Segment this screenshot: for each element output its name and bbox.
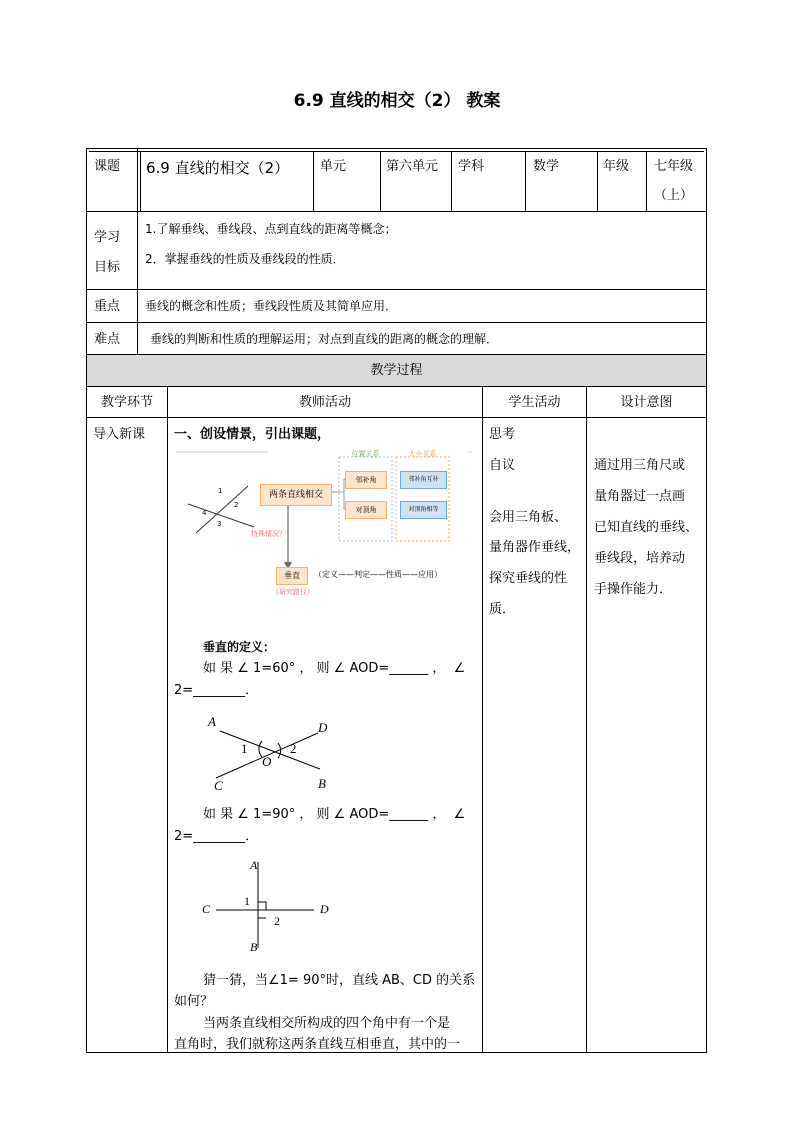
intent-line-2: 量角器过一点画 bbox=[594, 489, 686, 504]
student-line-3: 会用三角板、 bbox=[489, 510, 568, 525]
route-text: （定义——判定——性质——应用） bbox=[314, 570, 442, 579]
perp-box: 垂直 bbox=[276, 567, 308, 585]
difficulty-text: 垂线的判断和性质的理解运用；对点到直线的距离的概念的理解． bbox=[150, 332, 499, 346]
col-stage-header: 教学环节 bbox=[100, 395, 153, 410]
perp-point-b-label: B bbox=[250, 940, 258, 954]
goals-label-2: 目标 bbox=[94, 260, 121, 275]
intent-line-1: 通过用三角尺或 bbox=[594, 458, 686, 473]
perpendicular-lines-figure bbox=[196, 856, 346, 956]
concept-map-figure bbox=[176, 449, 474, 607]
guess-line-1: 猜一猜，当∠1= 90°时，直线 AB、CD 的关系 bbox=[203, 973, 476, 988]
point-o-label: O bbox=[262, 754, 272, 769]
pos-box-2: 对顶角 bbox=[345, 501, 387, 519]
intent-line-4: 垂线段，培养动 bbox=[594, 551, 686, 566]
question-2-line-2: 2=________． bbox=[174, 829, 259, 844]
question-2-line-1: 如 果 ∠ 1=90° ， 则 ∠ AOD=______ ， ∠ bbox=[203, 807, 466, 822]
student-line-2: 自议 bbox=[489, 458, 516, 473]
nianji-value-2: （上） bbox=[654, 188, 694, 203]
danyuan-value: 第六单元 bbox=[386, 159, 439, 174]
position-header: 位置关系 bbox=[351, 450, 380, 458]
angle-label-3: 3 bbox=[217, 520, 222, 528]
angle-1-label: 1 bbox=[241, 741, 248, 756]
question-1-line-2: 2=________． bbox=[174, 683, 259, 698]
goal-item-1: 1.了解垂线、垂线段、点到直线的距离等概念； bbox=[145, 222, 397, 236]
perp-point-a-label: A bbox=[250, 858, 258, 872]
point-a-label: A bbox=[208, 714, 216, 729]
student-line-5: 探究垂线的性 bbox=[489, 571, 568, 586]
nianji-value-1: 七年级 bbox=[654, 159, 694, 174]
angle-label-4: 4 bbox=[202, 509, 207, 517]
goals-label-1: 学习 bbox=[94, 230, 121, 245]
def-heading: 垂直的定义： bbox=[203, 640, 276, 654]
size-box-1: 邻补角互补 bbox=[400, 471, 447, 489]
student-line-4: 量角器作垂线， bbox=[489, 540, 581, 555]
angle-2-label: 2 bbox=[290, 741, 297, 756]
keti-value: 6.9 直线的相交（2） bbox=[146, 159, 290, 177]
danyuan-label: 单元 bbox=[320, 159, 347, 174]
paragraph-line-2: 直角时，我们就称这两条直线互相垂直，其中的一 bbox=[174, 1037, 461, 1052]
difficulty-label: 难点 bbox=[94, 332, 121, 347]
key-point-label: 重点 bbox=[94, 299, 121, 314]
main-box: 两条直线相交 bbox=[260, 484, 332, 506]
guess-line-2: 如何？ bbox=[174, 994, 214, 1009]
col-student-header: 学生活动 bbox=[508, 395, 561, 410]
point-b-label: B bbox=[318, 776, 326, 791]
section-heading: 一、创设情景，引出课题， bbox=[174, 427, 331, 442]
pos-box-1: 邻补角 bbox=[345, 471, 387, 489]
student-line-1: 思考 bbox=[489, 427, 516, 442]
document-title: 6.9 直线的相交（2） 教案 bbox=[293, 91, 501, 111]
size-header: 大小关系 bbox=[408, 450, 437, 458]
paragraph-line-1: 当两条直线相交所构成的四个角中有一个是 bbox=[203, 1016, 451, 1031]
xueke-label: 学科 bbox=[458, 159, 485, 174]
perp-angle-1-label: 1 bbox=[244, 894, 250, 908]
perp-point-c-label: C bbox=[202, 902, 211, 916]
perp-point-d-label: D bbox=[320, 902, 329, 916]
perp-angle-2-label: 2 bbox=[274, 914, 280, 928]
intent-line-5: 手操作能力． bbox=[594, 582, 673, 597]
goal-item-2: 2．掌握垂线的性质及垂线段的性质． bbox=[145, 252, 345, 266]
xueke-value: 数学 bbox=[533, 159, 560, 174]
intent-line-3: 已知直线的垂线、 bbox=[594, 520, 699, 535]
special-case-label: 特殊情况？ bbox=[251, 530, 286, 538]
point-d-label: D bbox=[318, 720, 328, 735]
route-label: （研究路径） bbox=[272, 588, 314, 596]
student-line-6: 质． bbox=[489, 602, 516, 617]
angle-label-1: 1 bbox=[218, 487, 223, 495]
col-teacher-header: 教师活动 bbox=[298, 395, 351, 410]
process-title: 教学过程 bbox=[370, 363, 423, 378]
intersecting-lines-figure bbox=[196, 714, 346, 794]
point-c-label: C bbox=[214, 778, 223, 793]
col-intent-header: 设计意图 bbox=[620, 395, 673, 410]
size-box-2: 对顶角相等 bbox=[400, 501, 447, 519]
stage-label: 导入新课 bbox=[93, 427, 146, 442]
nianji-label: 年级 bbox=[603, 159, 630, 174]
key-point-text: 垂线的概念和性质；垂线段性质及其简单应用． bbox=[145, 299, 398, 313]
angle-label-2: 2 bbox=[234, 501, 239, 509]
question-1-line-1: 如 果 ∠ 1=60° ， 则 ∠ AOD=______ ， ∠ bbox=[203, 661, 466, 676]
keti-label: 课题 bbox=[94, 159, 121, 174]
